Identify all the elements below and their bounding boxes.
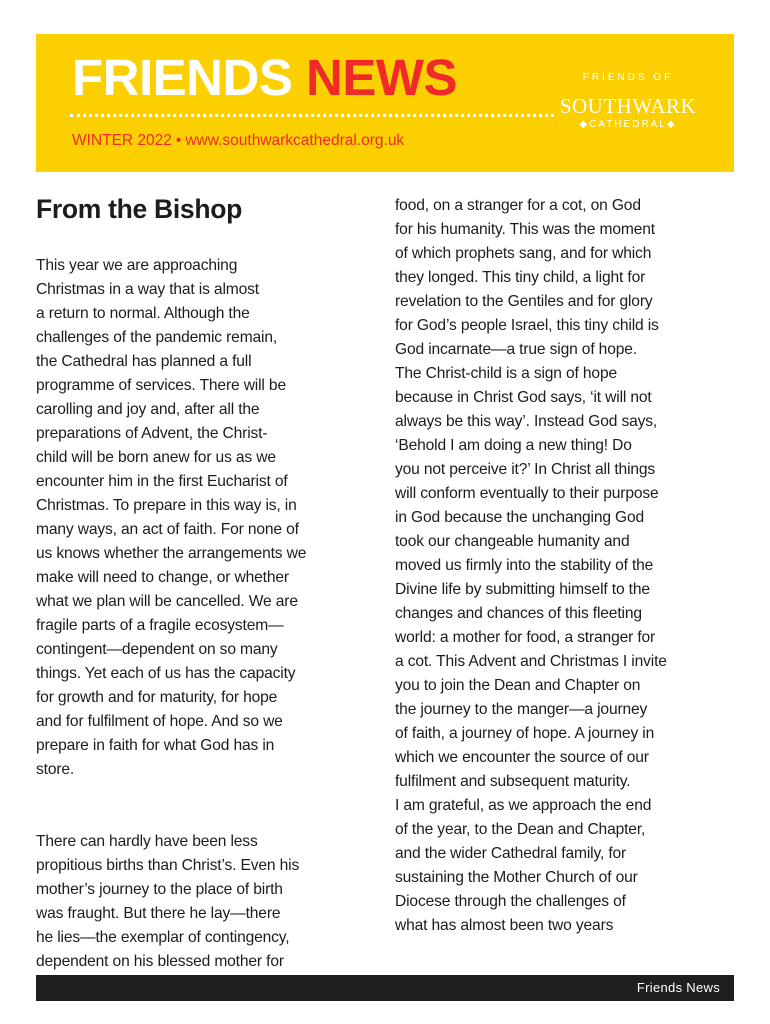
text-line: child will be born anew for us as we <box>36 449 276 466</box>
text-line: of which prophets sang, and for which <box>395 245 652 262</box>
text-line: because in Christ God says, ‘it will not <box>395 389 652 406</box>
text-line: will conform eventually to their purpose <box>395 485 659 502</box>
text-line: make will need to change, or whether <box>36 569 289 586</box>
issue-date: WINTER 2022 <box>72 132 172 149</box>
text-line: for God’s people Israel, this tiny child is <box>395 317 659 334</box>
text-line: world: a mother for food, a stranger for <box>395 629 656 646</box>
text-line: fragile parts of a fragile ecosystem— <box>36 617 284 634</box>
text-line: God incarnate—a true sign of hope. <box>395 341 637 358</box>
text-line: the Cathedral has planned a full <box>36 353 252 370</box>
footer-bar <box>36 975 734 1001</box>
title-news: NEWS <box>306 49 458 106</box>
text-line: challenges of the pandemic remain, <box>36 329 278 346</box>
footer-label: Friends News <box>636 980 720 995</box>
text-line: for his humanity. This was the moment <box>395 221 655 238</box>
text-line: sustaining the Mother Church of our <box>395 869 638 886</box>
text-line: store. <box>36 761 75 778</box>
text-line: moved us firmly into the stability of the <box>395 557 654 574</box>
text-line: for growth and for maturity, for hope <box>36 689 278 706</box>
title-friends: FRIENDS <box>72 49 293 106</box>
paragraph-3 <box>395 194 741 938</box>
text-line: and for fulfilment of hope. And so we <box>36 713 283 730</box>
text-line: took our changeable humanity and <box>395 533 630 550</box>
text-line: contingent—dependent on so many <box>36 641 278 658</box>
text-line: in God because the unchanging God <box>395 509 645 526</box>
dotted-divider <box>70 114 554 117</box>
text-line: mother’s journey to the place of birth <box>36 881 283 898</box>
text-line: Christmas. To prepare in this way is, in <box>36 497 297 514</box>
text-line: The Christ-child is a sign of hope <box>395 365 617 382</box>
text-line: fulfilment and subsequent maturity. <box>395 773 631 790</box>
text-line: a cot. This Advent and Christmas I invite <box>395 653 667 670</box>
article-column-right <box>395 194 741 938</box>
text-line: the journey to the manger—a journey <box>395 701 648 718</box>
text-line: us knows whether the arrangements we <box>36 545 307 562</box>
text-line: carolling and joy and, after all the <box>36 401 260 418</box>
text-line: changes and chances of this fleeting <box>395 605 642 622</box>
text-line: programme of services. There will be <box>36 377 286 394</box>
paragraph-1 <box>36 254 382 782</box>
text-line: and the wider Cathedral family, for <box>395 845 627 862</box>
cathedral-logo <box>548 72 708 130</box>
article-heading: From the Bishop <box>36 194 243 224</box>
website-link[interactable]: www.southwarkcathedral.org.uk <box>185 132 405 149</box>
text-line: you not perceive it?’ In Christ all things <box>395 461 656 478</box>
text-line: he lies—the exemplar of contingency, <box>36 929 290 946</box>
masthead-banner <box>36 34 734 172</box>
text-line: encounter him in the first Eucharist of <box>36 473 288 490</box>
text-line: food, on a stranger for a cot, on God <box>395 197 641 214</box>
text-line: what we plan will be cancelled. We are <box>36 593 298 610</box>
article-column-left <box>36 254 382 974</box>
text-line: Diocese through the challenges of <box>395 893 626 910</box>
text-line: This year we are approaching <box>36 257 238 274</box>
paragraph-2 <box>36 830 382 974</box>
text-line: Divine life by submitting himself to the <box>395 581 650 598</box>
logo-southwark: SOUTHWARK <box>559 94 697 118</box>
text-line: they longed. This tiny child, a light for <box>395 269 646 286</box>
text-line: which we encounter the source of our <box>395 749 649 766</box>
text-line: ‘Behold I am doing a new thing! Do <box>395 437 632 454</box>
text-line: prepare in faith for what God has in <box>36 737 275 754</box>
text-line: of the year, to the Dean and Chapter, <box>395 821 646 838</box>
text-line: a return to normal. Although the <box>36 305 250 322</box>
issue-line <box>72 132 404 150</box>
text-line: There can hardly have been less <box>36 833 258 850</box>
text-line: always be this way’. Instead God says, <box>395 413 658 430</box>
text-line: you to join the Dean and Chapter on <box>395 677 641 694</box>
text-line: of faith, a journey of hope. A journey in <box>395 725 655 742</box>
logo-friends-of: FRIENDS OF <box>582 72 674 83</box>
text-line: preparations of Advent, the Christ- <box>36 425 268 442</box>
text-line: many ways, an act of faith. For none of <box>36 521 299 538</box>
logo-cathedral: ◆CATHEDRAL◆ <box>579 119 677 130</box>
text-line: revelation to the Gentiles and for glory <box>395 293 653 310</box>
text-line: Christmas in a way that is almost <box>36 281 259 298</box>
text-line: what has almost been two years <box>395 917 614 934</box>
text-line: dependent on his blessed mother for <box>36 953 284 970</box>
text-line: I am grateful, as we approach the end <box>395 797 652 814</box>
text-line: things. Yet each of us has the capacity <box>36 665 296 682</box>
text-line: was fraught. But there he lay—there <box>36 905 281 922</box>
text-line: propitious births than Christ’s. Even his <box>36 857 300 874</box>
newsletter-title <box>72 49 458 106</box>
issue-separator: • <box>175 132 182 149</box>
